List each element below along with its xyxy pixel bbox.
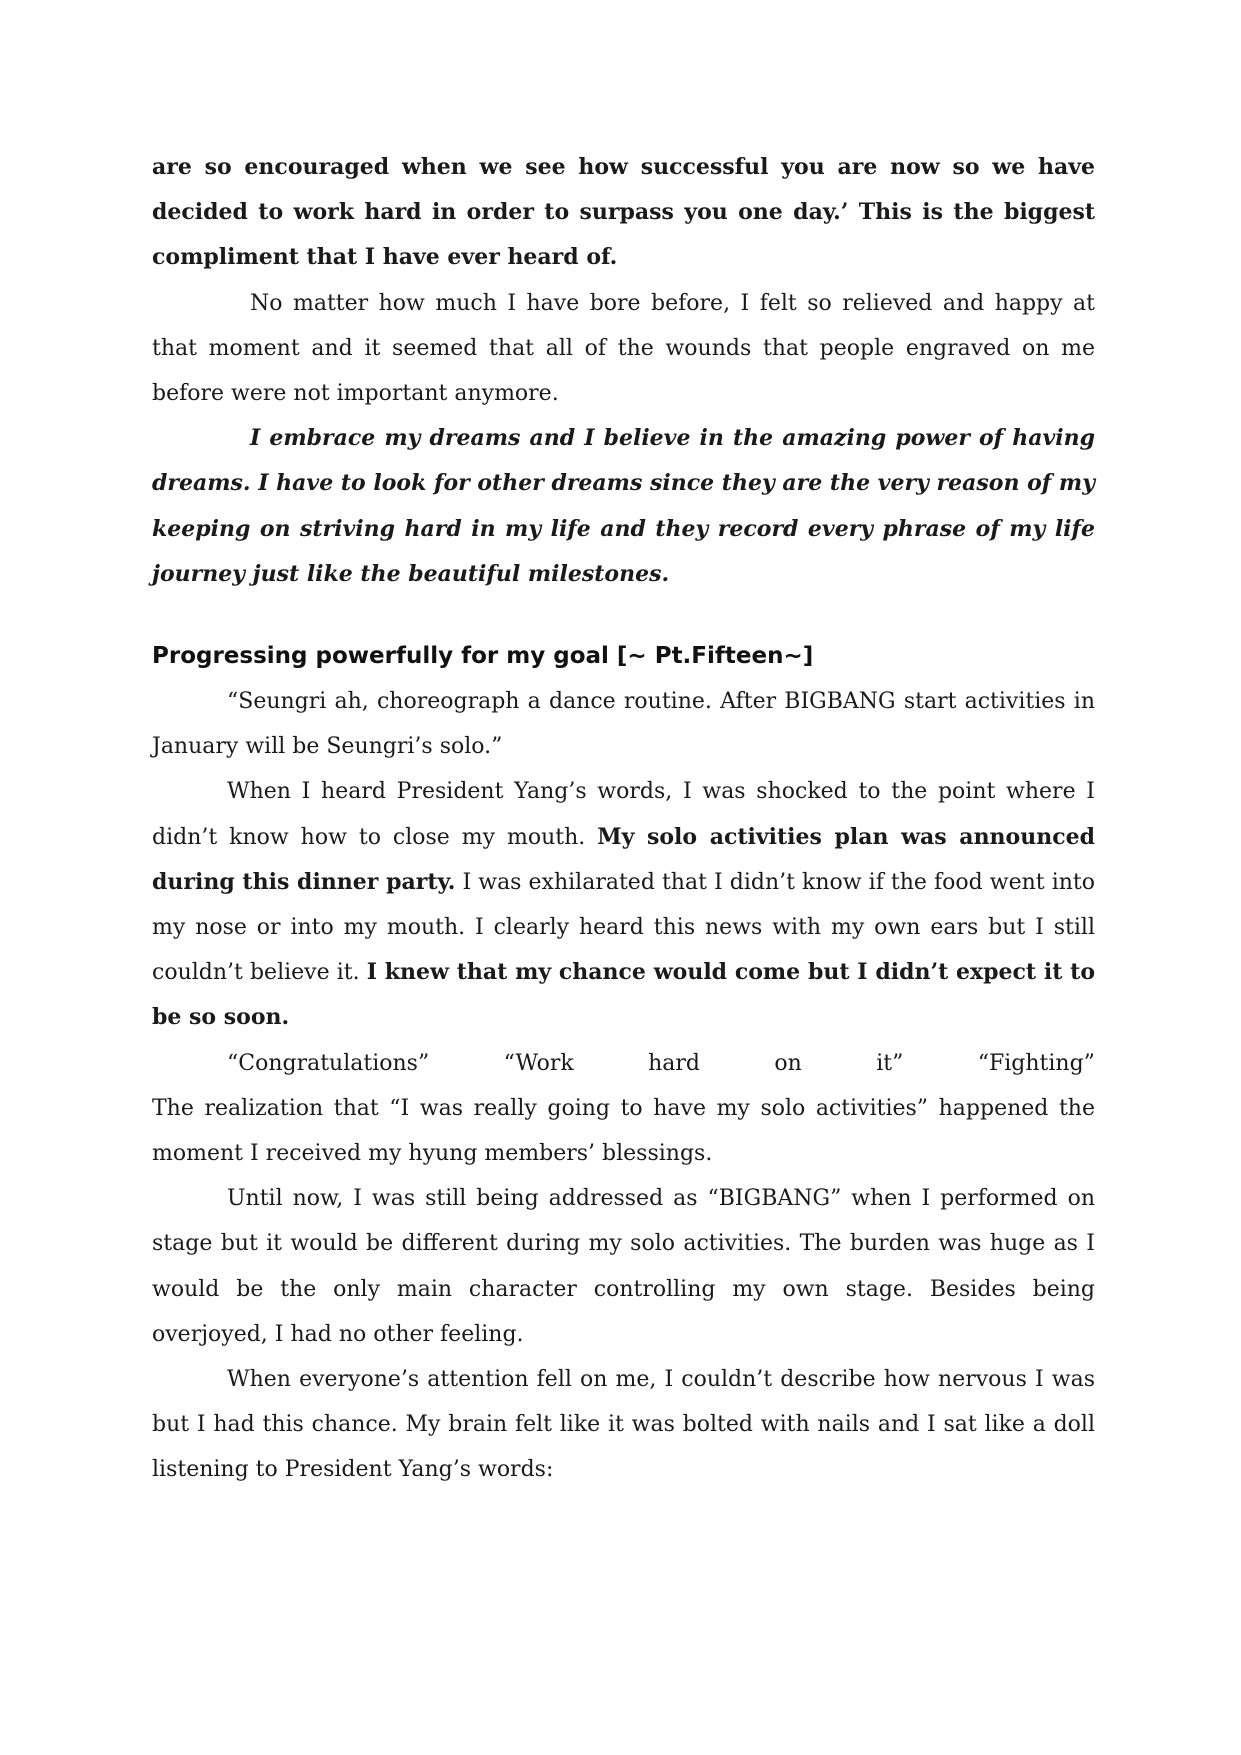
- document-page: [152, 145, 1095, 1493]
- text-run-bold: I knew that my chance would come but I didn’t expect it to be so soon.: [152, 959, 1095, 1031]
- word: “Work: [503, 1050, 574, 1076]
- paragraph-relieved: No matter how much I have bore before, I felt so relieved and happy at that moment and it seemed that all of the wounds that people engraved on me before were not important anymore.: [152, 290, 1095, 407]
- paragraph-burden: Until now, I was still being addressed as “BIGBANG” when I performed on stage but it would be different during my solo activities. The burden was huge as I would be the only main character controlling my own stage. Besides being overjoyed, I had no other feeling.: [152, 1186, 1095, 1347]
- text-run: I was exhilarated that I didn’t know if the food went into my nose or into my mouth. I clearly heard this news with my own ears but I still couldn’t believe it.: [152, 869, 1095, 986]
- word: on: [774, 1050, 802, 1076]
- paragraph-quote-seungri: “Seungri ah, choreograph a dance routine. After BIGBANG start activities in January will be Seungri’s solo.”: [152, 689, 1095, 760]
- paragraph-nervous: When everyone’s attention fell on me, I couldn’t describe how nervous I was but I had this chance. My brain felt like it was bolted with nails and I sat like a doll listening to President Yang’s words:: [152, 1367, 1095, 1483]
- word: hard: [648, 1050, 700, 1076]
- text-run-bold: My solo activities plan was announced during this dinner party.: [152, 823, 1095, 895]
- paragraph-dreams: I embrace my dreams and I believe in the amazing power of having dreams. I have to look for other dreams since they are the very reason of my keeping on striving hard in my life and they record every phrase of my life journey just like the beautiful milestones.: [152, 425, 1095, 587]
- word: “Fighting”: [977, 1050, 1095, 1076]
- paragraph-realization: The realization that “I was really going to have my solo activities” happened the moment I received my hyung members’ blessings.: [152, 1095, 1095, 1167]
- word: it”: [876, 1050, 904, 1076]
- section-heading: Progressing powerfully for my goal [~ Pt.Fifteen~]: [152, 643, 814, 670]
- word: “Congratulations”: [227, 1050, 430, 1076]
- paragraph-congratulations-line: [152, 1041, 1095, 1086]
- paragraph-compliment: are so encouraged when we see how successful you are now so we have decided to work hard in order to surpass you one day.’ This is the biggest compliment that I have ever heard of.: [152, 154, 1095, 271]
- text-run: When I heard President Yang’s words, I was shocked to the point where I didn’t know how to close my mouth.: [152, 779, 1095, 850]
- paragraph-president-yang: [152, 769, 1095, 1040]
